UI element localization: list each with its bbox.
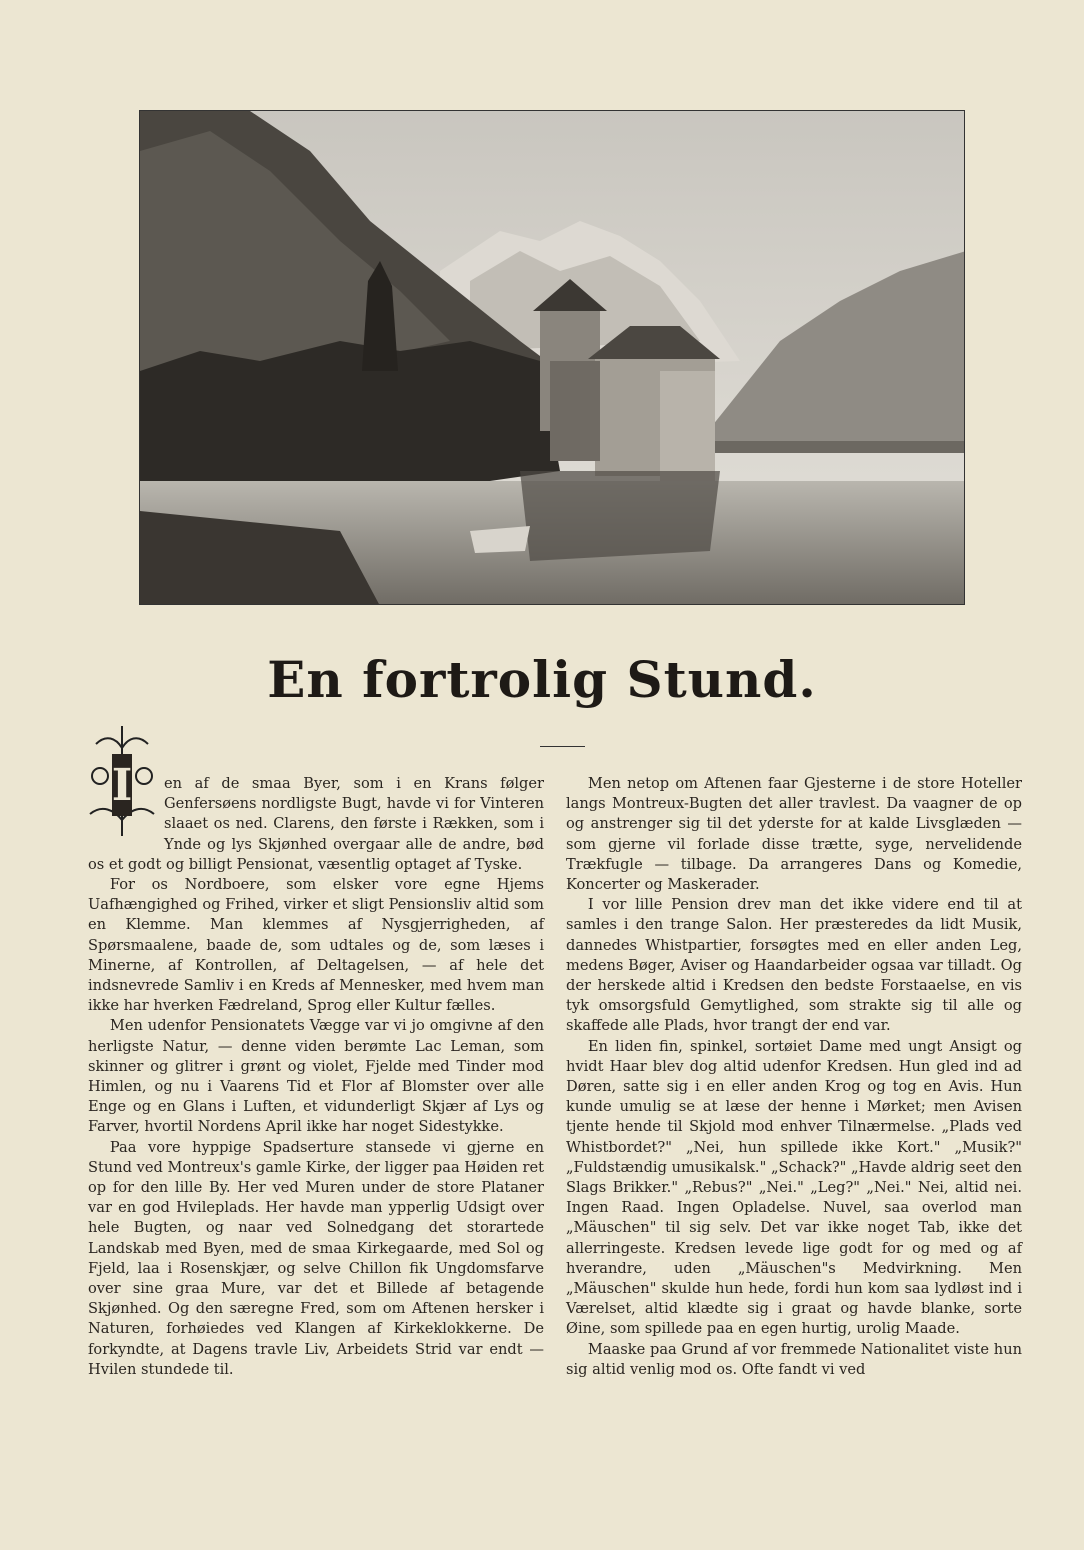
- chillon-castle-photograph: [139, 110, 965, 605]
- paragraph: Maaske paa Grund af vor fremmede Nationalitet viste hun sig altid venlig mod os. Ofte fandt vi ved: [566, 1340, 1022, 1378]
- paragraph: For os Nordboere, som elsker vore egne Hjems Uafhængighed og Frihed, virker et sligt Pensionsliv altid som en Klemme. Man klemmes af Nysgjerrigheden, af Spørsmaalene, baade de, som udtales og de, som læses i Minerne, af Kontrollen, af Deltagelsen, — af hele det indsnevrede Samliv i en Kreds af Mennesker, med hvem man ikke har hverken Fædreland, Sprog eller Kultur fælles.: [88, 876, 544, 1015]
- paragraph: I vor lille Pension drev man det ikke videre end til at samles i den trange Salon. Her præsteredes da lidt Musik, dannedes Whistpartier, forsøgtes med en eller anden Leg, medens Bøger, Aviser og Haandarbeider ogsaa var tilladt. Og der herskede altid i Kredsen den bedste Forstaaelse, en vis tyk omsorgsfuld Gemytlighed, som strakte sig til alle og skaffede alle Plads, hvor trangt der end var.: [566, 896, 1022, 1035]
- right-column: [566, 774, 1022, 1380]
- drop-cap-letter: I: [111, 760, 133, 811]
- left-column: [88, 760, 544, 1380]
- paragraph: Paa vore hyppige Spadserture stansede vi gjerne en Stund ved Montreux's gamle Kirke, der ligger paa Høiden ret op for den lille By. Her ved Muren under de store Plataner var en god Hvileplads. Her havde man ypperlig Udsigt over hele Bugten, og naar ved Solnedgang det storartede Landskab med Byen, med de smaa Kirkegaarde, med Sol og Fjeld, laa i Rosenskjær, og selve Chillon fik Ungdomsfarve over sine graa Mure, var det et Billede af betagende Skjønhed. Og den særegne Fred, som om Aftenen hersker i Naturen, forhøiedes ved Klangen af Kirkeklokkerne. De forkyndte, at Dagens travle Liv, Arbeidets Strid var endt — Hvilen stundede til.: [88, 1138, 544, 1378]
- title-divider: [540, 746, 585, 747]
- paragraph: Men udenfor Pensionatets Vægge var vi jo omgivne af den herligste Natur, — denne viden berømte Lac Leman, som skinner og glitrer i grønt og violet, Fjelde med Tinder mod Himlen, og nu i Vaarens Tid et Flor af Blomster over alle Enge og en Glans i Luften, et vidunderligt Skjær af Lys og Farver, hvortil Nordens April ikke har noget Sidestykke.: [88, 1017, 544, 1136]
- article-title: En fortrolig Stund.: [267, 650, 817, 709]
- paragraph: En liden fin, spinkel, sortøiet Dame med ungt Ansigt og hvidt Haar blev dog altid udenfor Kredsen. Hun gled ind ad Døren, satte sig i en eller anden Krog og tog en Avis. Hun kunde umulig se at læse der henne i Mørket; men Avisen tjente hende til Skjold mod enhver Tilnærmelse. „Plads ved Whistbordet?" „Nei, hun spillede ikke Kort." „Musik?" „Fuldstændig umusikalsk." „Schack?" „Havde aldrig seet den Slags Brikker." „Rebus?" „Nei." „Leg?" „Nei." Nei, altid nei. Ingen Raad. Ingen Opladelse. Nuvel, saa overlod man „Mäuschen" til sig selv. Det var ikke noget Tab, ikke det allerringeste. Kredsen levede lige godt for og med og af hverandre, uden „Mäuschen"s Medvirkning. Men „Mäuschen" skulde hun hede, fordi hun kom saa lydløst ind i Værelset, altid klædte sig i graat og havde blanke, sorte Øine, som spillede paa en egen hurtig, urolig Maade.: [566, 1037, 1022, 1338]
- paragraph: en af de smaa Byer, som i en Krans følger Genfersøens nordligste Bugt, havde vi for Vinteren slaaet os ned. Clarens, den første i Rækken, som i Ynde og lys Skjønhed overgaar alle de andre, bød os et godt og billigt Pensionat, væsentlig optaget af Tyske.: [88, 775, 544, 873]
- ornamental-drop-cap: [86, 724, 158, 840]
- paragraph: Men netop om Aftenen faar Gjesterne i de store Hoteller langs Montreux-Bugten det aller travlest. Da vaagner de op og anstrenger sig til det yderste for at kalde Livsglæden — som gjerne vil forlade disse trætte, syge, nervelidende Trækfugle — tilbage. Da arrangeres Dans og Komedie, Koncerter og Maskerader.: [566, 775, 1022, 894]
